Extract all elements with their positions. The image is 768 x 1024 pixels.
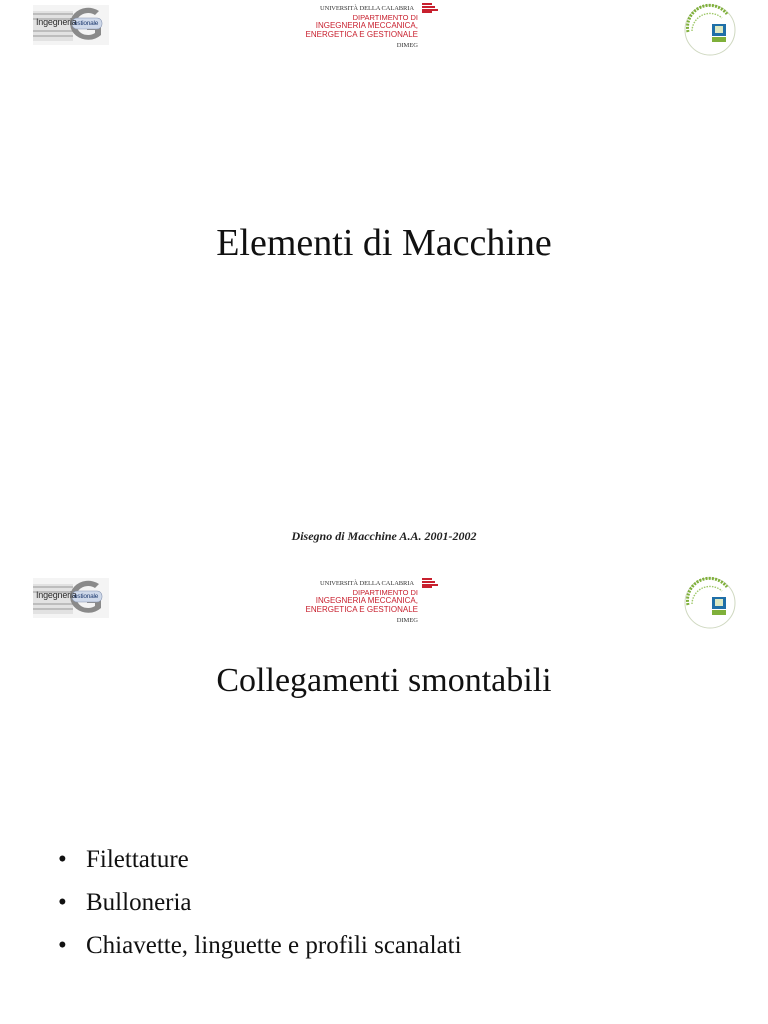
bullet-list [58, 838, 462, 967]
department-name [280, 597, 418, 614]
department-line-1: INGEGNERIA MECCANICA, [315, 21, 418, 30]
department-line-1: INGEGNERIA MECCANICA, [315, 596, 418, 605]
list-item [58, 838, 462, 881]
unical-flag-icon [422, 578, 438, 588]
gestionale-text: estionale [74, 20, 99, 27]
slide-title: Collegamenti smontabili [216, 662, 552, 699]
ingegneria-gestionale-logo [33, 5, 109, 45]
university-name: UNIVERSITÀ DELLA CALABRIA [320, 5, 414, 12]
certification-seal-icon [682, 575, 738, 631]
ingegneria-gestionale-logo [33, 578, 109, 618]
department-line-2: ENERGETICA E GESTIONALE [305, 604, 418, 614]
ingegneria-text: Ingegneria [36, 17, 77, 27]
ingegneria-text: Ingegneria [36, 590, 77, 600]
unical-dimeg-logo [280, 3, 440, 51]
slide-title: Elementi di Macchine [216, 222, 552, 264]
dimeg-label: DIMEG [396, 617, 418, 624]
bullet-icon: • [58, 889, 67, 916]
department-name [280, 22, 418, 39]
list-item [58, 881, 462, 924]
course-footer: Disegno di Macchine A.A. 2001-2002 [291, 529, 477, 543]
bullet-icon: • [58, 846, 67, 873]
list-item-text: Filettature [86, 846, 189, 873]
department-line-2: ENERGETICA E GESTIONALE [305, 29, 418, 39]
list-item [58, 924, 462, 967]
unical-flag-icon [422, 3, 438, 13]
gestionale-text: estionale [74, 593, 99, 600]
list-item-text: Chiavette, linguette e profili scanalati [86, 932, 462, 959]
certification-seal-icon [682, 2, 738, 58]
slide-2 [0, 556, 768, 1024]
dimeg-label: DIMEG [396, 42, 418, 49]
university-name: UNIVERSITÀ DELLA CALABRIA [320, 580, 414, 587]
bullet-icon: • [58, 932, 67, 959]
list-item-text: Bulloneria [86, 889, 192, 916]
dipartimento-label: DIPARTIMENTO DI [352, 588, 418, 597]
unical-dimeg-logo [280, 578, 440, 626]
dipartimento-label: DIPARTIMENTO DI [352, 13, 418, 22]
